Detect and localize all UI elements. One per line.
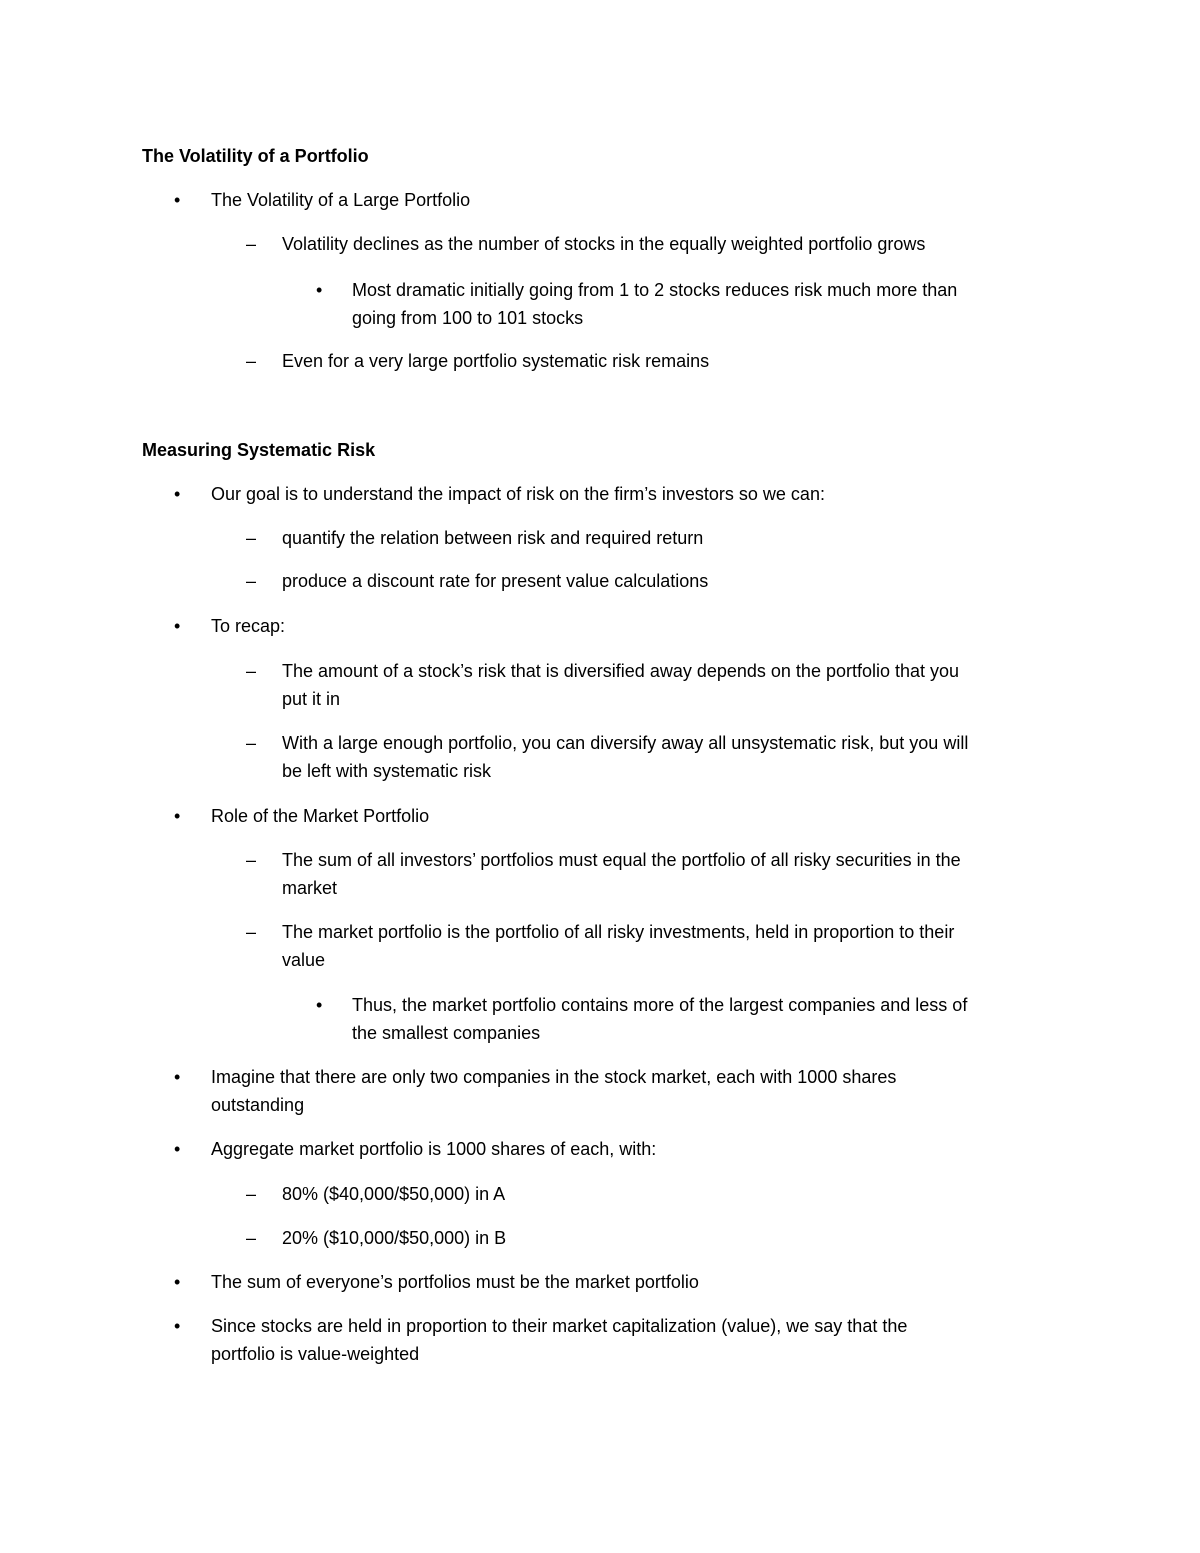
list-item-continuation: the smallest companies: [352, 1023, 541, 1043]
list-item: Aggregate market portfolio is 1000 shares of each, with:: [211, 1139, 657, 1159]
dash-marker: –: [246, 922, 257, 942]
list-item-continuation: outstanding: [211, 1095, 305, 1115]
bullet-marker: •: [174, 1139, 181, 1159]
list-item-continuation: be left with systematic risk: [282, 761, 492, 781]
list-item: Volatility declines as the number of stocks in the equally weighted portfolio grows: [282, 234, 926, 254]
dash-marker: –: [246, 850, 257, 870]
bullet-marker: •: [174, 1272, 181, 1292]
bullet-marker: •: [316, 995, 323, 1015]
dash-marker: –: [246, 351, 257, 371]
dash-marker: –: [246, 234, 257, 254]
bullet-marker: •: [174, 1316, 181, 1336]
bullet-marker: •: [174, 616, 181, 636]
list-item: Thus, the market portfolio contains more of the largest companies and less of: [352, 995, 968, 1015]
dash-marker: –: [246, 571, 257, 591]
list-item: quantify the relation between risk and required return: [282, 528, 704, 548]
list-item-continuation: put it in: [282, 689, 341, 709]
list-item: The sum of everyone’s portfolios must be the market portfolio: [211, 1272, 699, 1292]
dash-marker: –: [246, 1184, 257, 1204]
list-item-continuation: going from 100 to 101 stocks: [352, 308, 584, 328]
list-item: 20% ($10,000/$50,000) in B: [282, 1228, 507, 1248]
list-item: Since stocks are held in proportion to their market capitalization (value), we say that the: [211, 1316, 908, 1336]
bullet-marker: •: [174, 190, 181, 210]
list-item: With a large enough portfolio, you can diversify away all unsystematic risk, but you will: [282, 733, 969, 753]
list-item: produce a discount rate for present value calculations: [282, 571, 709, 591]
list-item: Even for a very large portfolio systematic risk remains: [282, 351, 710, 371]
list-item: Imagine that there are only two companies in the stock market, each with 1000 shares: [211, 1067, 897, 1087]
bullet-marker: •: [174, 1067, 181, 1087]
section-heading-volatility: The Volatility of a Portfolio: [142, 146, 369, 166]
list-item-continuation: value: [282, 950, 326, 970]
list-item: The market portfolio is the portfolio of all risky investments, held in proportion to their: [282, 922, 955, 942]
list-item-continuation: portfolio is value-weighted: [211, 1344, 420, 1364]
list-item: 80% ($40,000/$50,000) in A: [282, 1184, 506, 1204]
bullet-marker: •: [316, 280, 323, 300]
list-item: Our goal is to understand the impact of risk on the firm’s investors so we can:: [211, 484, 825, 504]
list-item: The amount of a stock’s risk that is diversified away depends on the portfolio that you: [282, 661, 960, 681]
dash-marker: –: [246, 733, 257, 753]
section-heading-measuring: Measuring Systematic Risk: [142, 440, 376, 460]
list-item: The sum of all investors’ portfolios must equal the portfolio of all risky securities in the: [282, 850, 961, 870]
bullet-marker: •: [174, 806, 181, 826]
list-item: Most dramatic initially going from 1 to 2 stocks reduces risk much more than: [352, 280, 958, 300]
list-item-continuation: market: [282, 878, 338, 898]
bullet-marker: •: [174, 484, 181, 504]
list-item: Role of the Market Portfolio: [211, 806, 430, 826]
dash-marker: –: [246, 661, 257, 681]
dash-marker: –: [246, 1228, 257, 1248]
list-item: The Volatility of a Large Portfolio: [211, 190, 471, 210]
list-item: To recap:: [211, 616, 286, 636]
dash-marker: –: [246, 528, 257, 548]
